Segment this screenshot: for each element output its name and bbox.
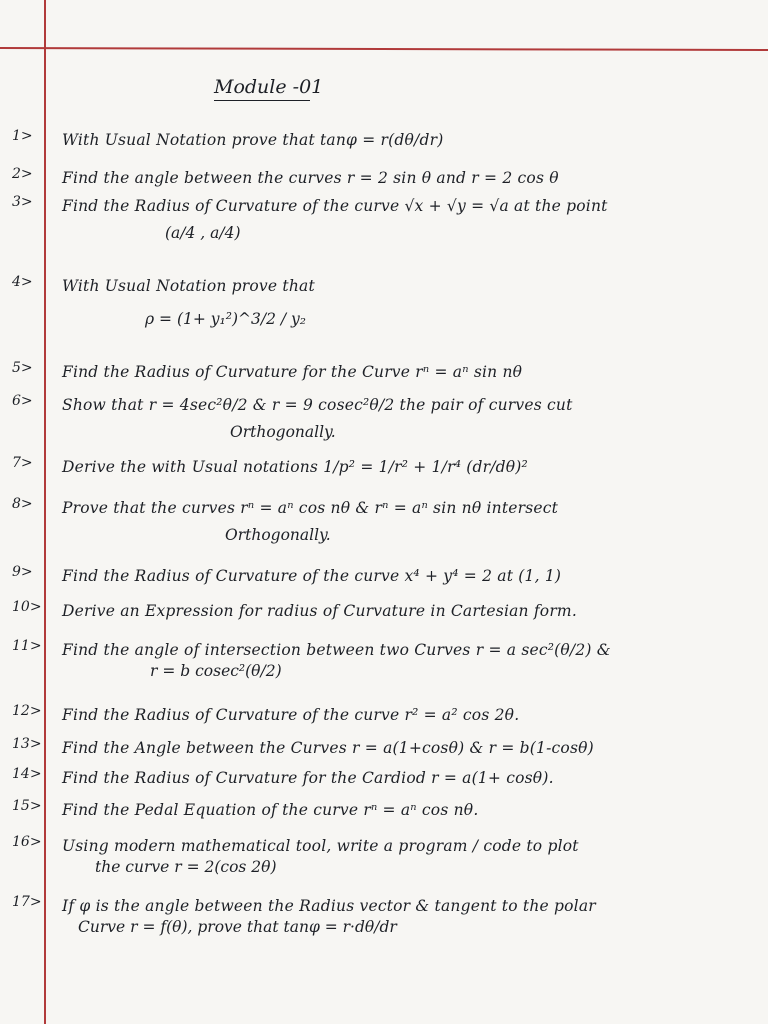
title-underline [214,100,310,101]
question-number: 11> [12,638,42,654]
question-number: 6> [12,393,33,409]
question-text: Show that r = 4sec²θ/2 & r = 9 cosec²θ/2 the pair of curves cut [62,396,573,414]
question-continuation: (a/4 , a/4) [165,224,241,242]
question-text: Prove that the curves rⁿ = aⁿ cos nθ & rⁿ = aⁿ sin nθ intersect [62,499,559,517]
question-text: With Usual Notation prove that [62,277,315,295]
question-number: 7> [12,455,33,471]
question-continuation: Orthogonally. [225,526,331,544]
question-continuation: Orthogonally. [230,423,336,441]
question-number: 17> [12,894,42,910]
question-text: Find the angle between the curves r = 2 sin θ and r = 2 cos θ [62,169,559,187]
question-continuation: the curve r = 2(cos 2θ) [95,858,277,876]
question-continuation: Curve r = f(θ), prove that tanφ = r·dθ/dr [78,918,397,936]
question-text: Find the Radius of Curvature for the Cardiod r = a(1+ cosθ). [62,769,554,787]
question-text: Find the Radius of Curvature of the curve r² = a² cos 2θ. [62,706,520,724]
question-number: 8> [12,496,33,512]
question-text: Find the Angle between the Curves r = a(1+cosθ) & r = b(1-cosθ) [62,739,594,757]
question-number: 2> [12,166,33,182]
question-number: 5> [12,360,33,376]
question-number: 13> [12,736,42,752]
question-number: 9> [12,564,33,580]
question-text: Find the Radius of Curvature of the curve √x + √y = √a at the point [62,197,608,215]
question-number: 10> [12,599,42,615]
question-continuation: ρ = (1+ y₁²)^3/2 / y₂ [145,310,306,328]
question-text: Derive the with Usual notations 1/p² = 1/r² + 1/r⁴ (dr/dθ)² [62,458,528,476]
question-text: Find the angle of intersection between two Curves r = a sec²(θ/2) & [62,641,611,659]
question-text: Find the Pedal Equation of the curve rⁿ = aⁿ cos nθ. [62,801,479,819]
question-number: 3> [12,194,33,210]
question-text: If φ is the angle between the Radius vector & tangent to the polar [62,897,596,915]
question-number: 12> [12,703,42,719]
question-number: 14> [12,766,42,782]
header-line [0,47,768,51]
page-title: Module -01 [214,76,324,98]
question-continuation: r = b cosec²(θ/2) [150,662,282,680]
question-number: 1> [12,128,33,144]
question-text: Using modern mathematical tool, write a program / code to plot [62,837,579,855]
question-text: Find the Radius of Curvature for the Curve rⁿ = aⁿ sin nθ [62,363,523,381]
question-text: Derive an Expression for radius of Curvature in Cartesian form. [62,602,577,620]
question-number: 16> [12,834,42,850]
question-number: 4> [12,274,33,290]
question-text: With Usual Notation prove that tanφ = r(dθ/dr) [62,131,444,149]
question-text: Find the Radius of Curvature of the curve x⁴ + y⁴ = 2 at (1, 1) [62,567,562,585]
margin-line [44,0,46,1024]
question-number: 15> [12,798,42,814]
